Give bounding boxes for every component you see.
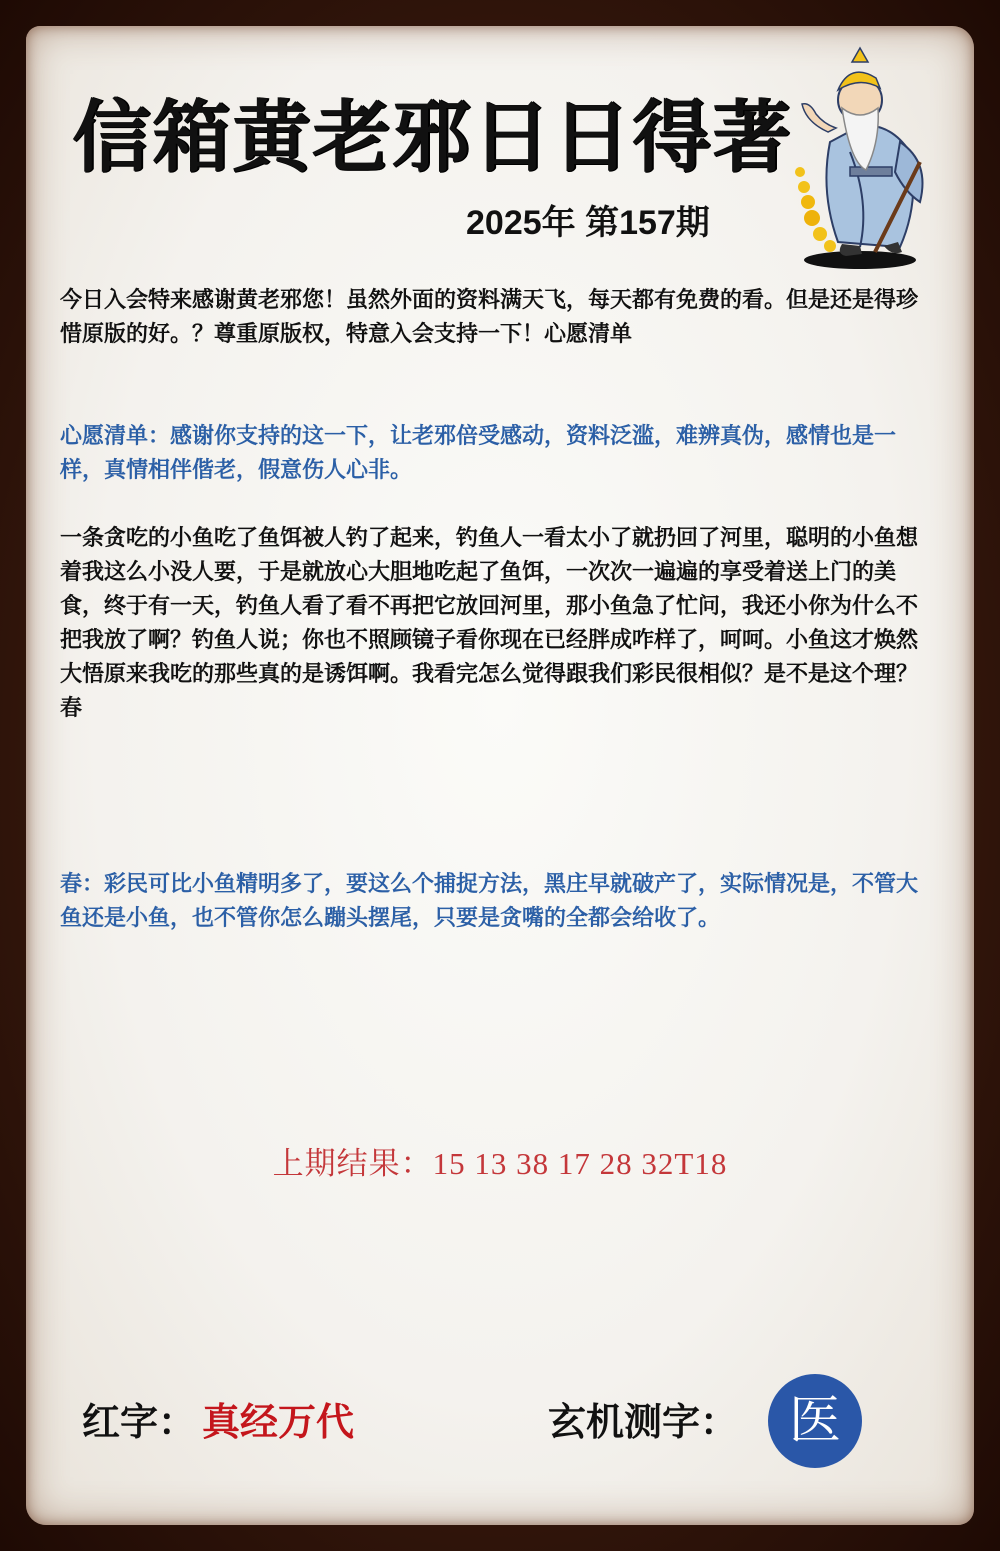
old-sage-illustration-icon: [780, 42, 940, 272]
member-message: 今日入会特来感谢黄老邪您！虽然外面的资料满天飞，每天都有免费的看。但是还是得珍惜原版的好。？尊重原版权，特意入会支持一下！心愿清单: [60, 288, 919, 347]
page-title: 信箱黄老邪日日得著: [72, 93, 793, 183]
issue-number: 2025年 第157期: [466, 204, 710, 242]
riddle-character-badge: 医: [768, 1374, 862, 1468]
red-text-block: [82, 1392, 354, 1452]
red-text-value: 真经万代: [202, 1400, 355, 1444]
spring-reply: 春：彩民可比小鱼精明多了，要这么个捕捉方法，黑庄早就破产了，实际情况是，不管大鱼还是小鱼，也不管你怎么蹦头摆尾，只要是贪嘴的全都会给收了。: [60, 872, 919, 931]
wish-list-reply: 心愿清单：感谢你支持的这一下，让老邪倍受感动，资料泛滥，难辨真伪，感情也是一样，真情相伴偕老，假意伤人心非。: [60, 424, 897, 483]
previous-result: 上期结果：15 13 38 17 28 32T18: [272, 1146, 728, 1181]
fish-story: 一条贪吃的小鱼吃了鱼饵被人钓了起来，钓鱼人一看太小了就扔回了河里，聪明的小鱼想着我这么小没人要，于是就放心大胆地吃起了鱼饵，一次次一遍遍的享受着送上门的美食，终于有一天，钓鱼人看了看不再把它放回河里，那小鱼急了忙问，我还小你为什么不把我放了啊？钓鱼人说；你也不照顾镜子看你现在已经胖成咋样了，呵呵。小鱼这才焕然大悟原来我吃的那些真的是诱饵啊。我看完怎么觉得跟我们彩民很相似？是不是这个理？春: [60, 526, 919, 721]
riddle-label: 玄机测字：: [548, 1400, 739, 1444]
red-text-label: 红字：: [82, 1400, 197, 1444]
